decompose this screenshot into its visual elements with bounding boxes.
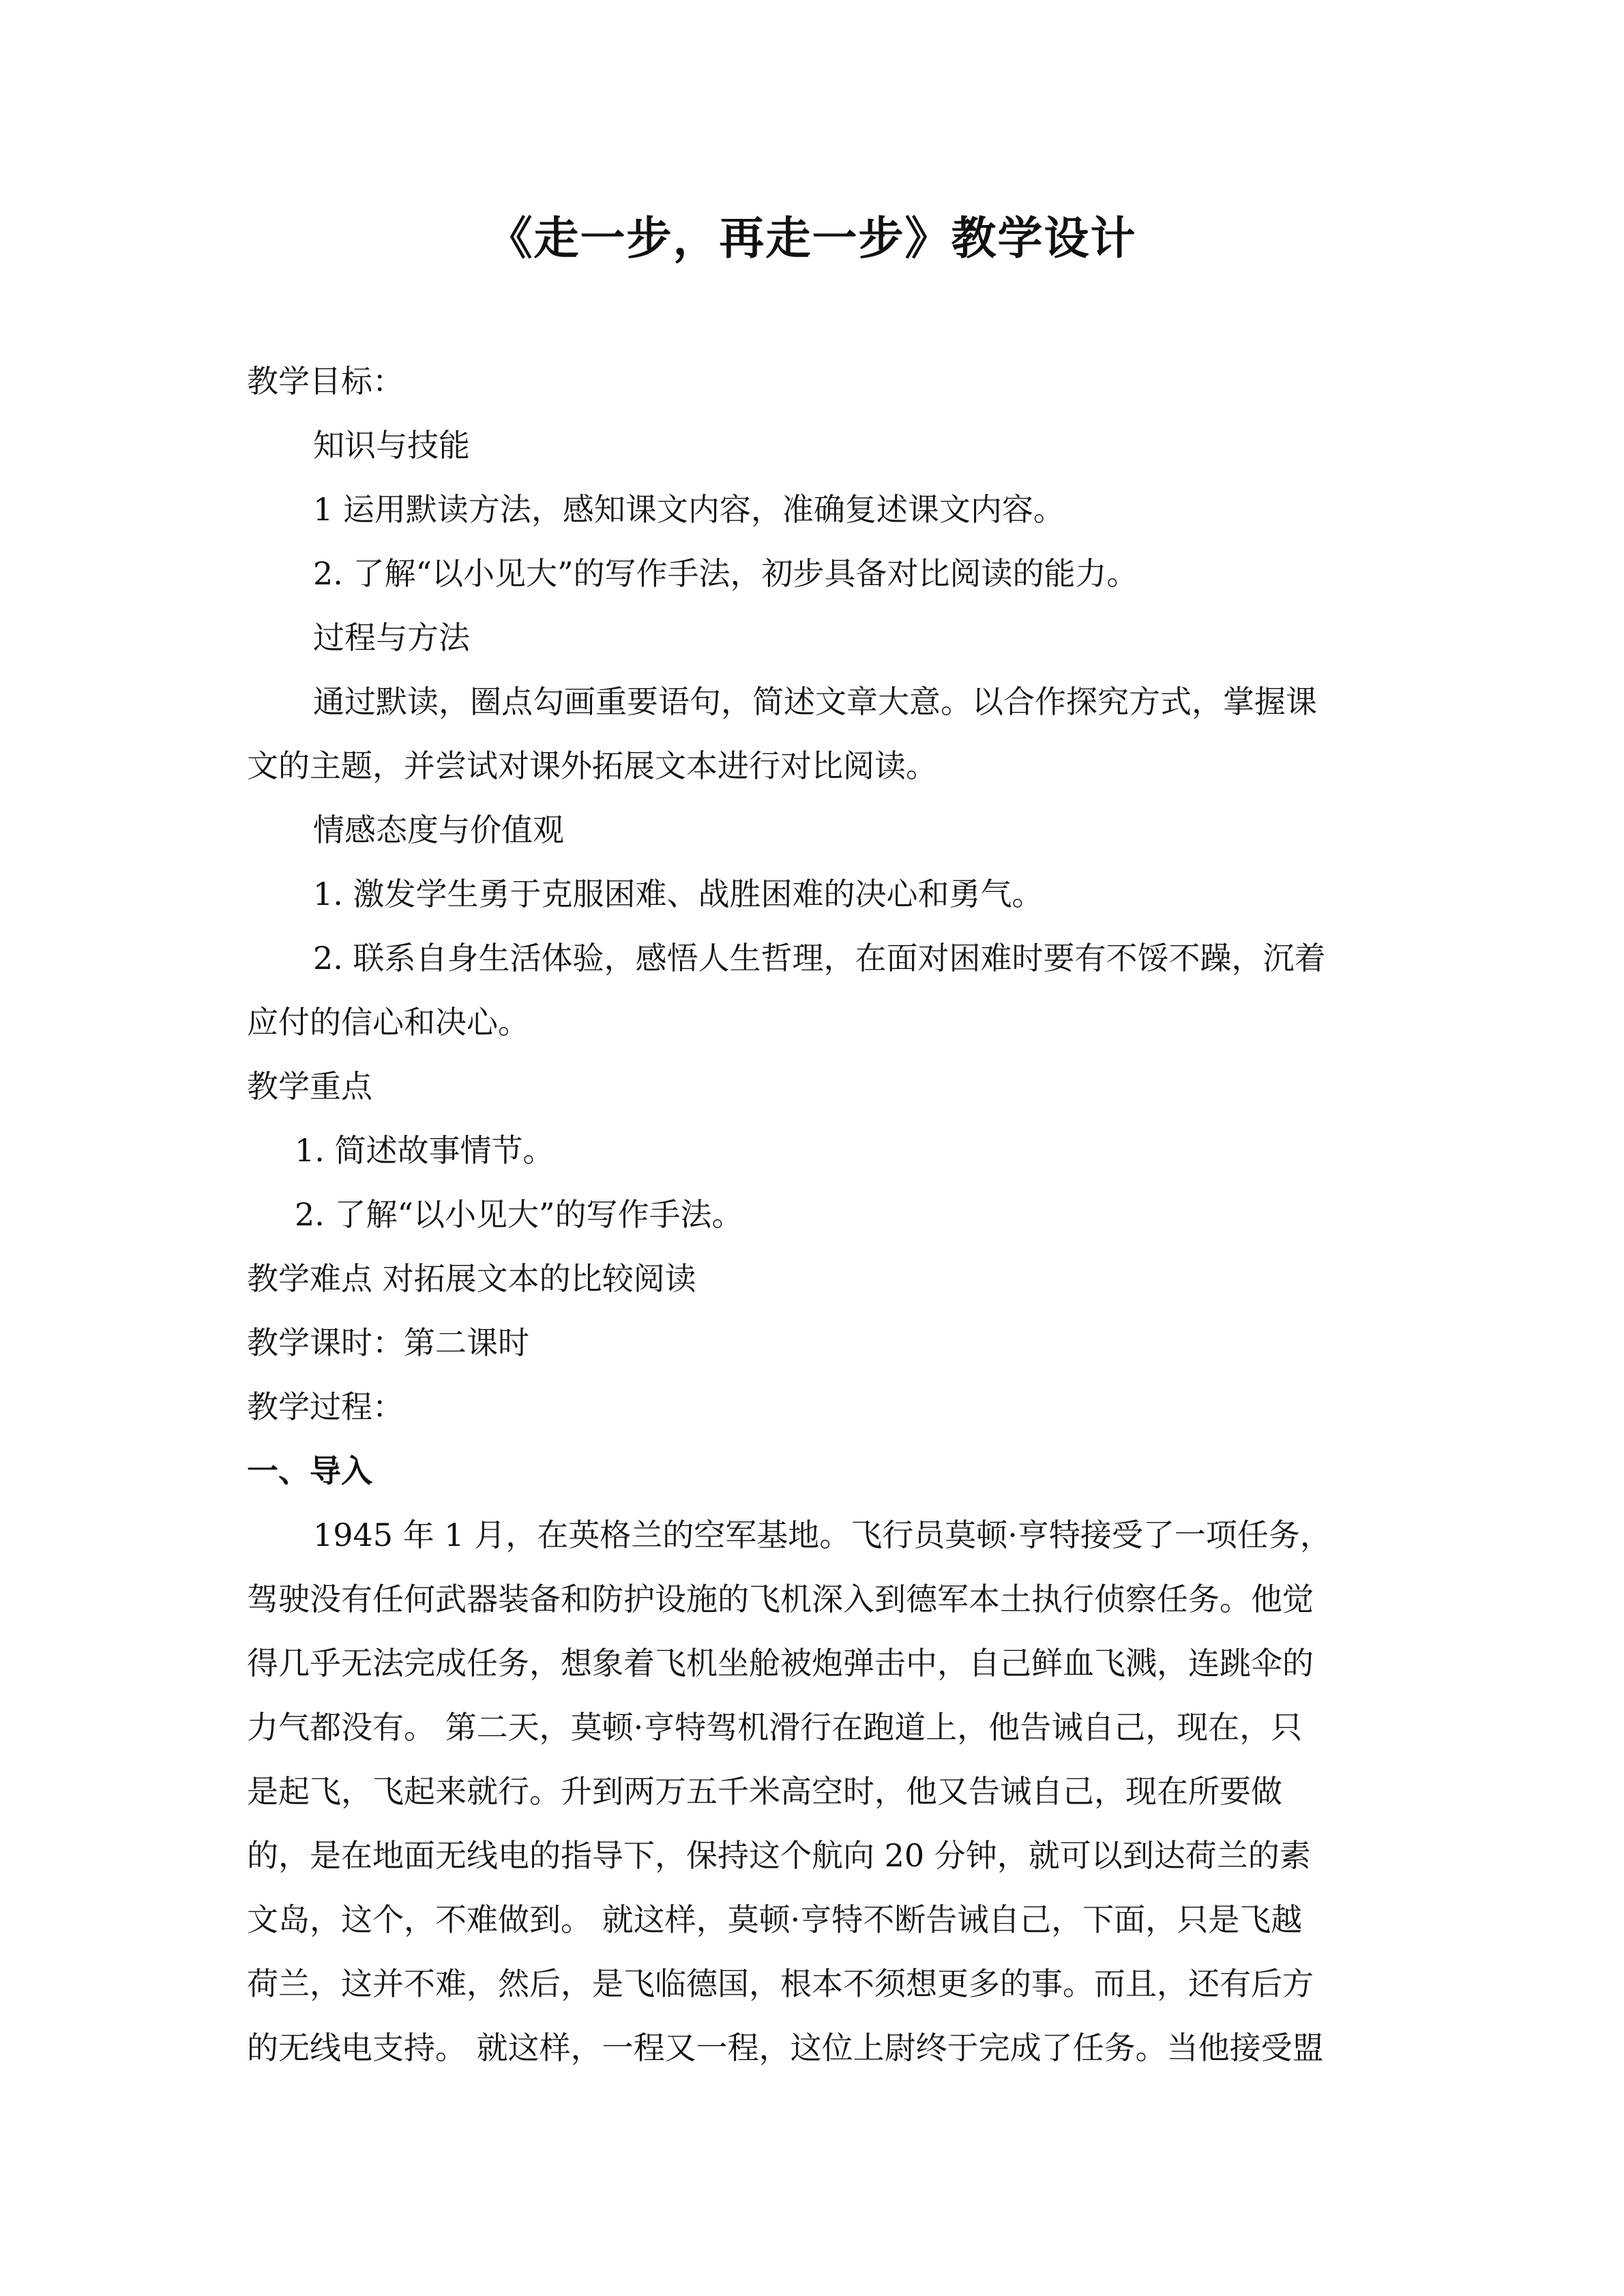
story-line-9: 的无线电支持。 就这样，一程又一程，这位上尉终于完成了任务。当他接受盟 — [247, 2029, 1324, 2066]
story-line-3: 得几乎无法完成任务，想象着飞机坐舱被炮弹击中，自己鲜血飞溅，连跳伞的 — [247, 1645, 1314, 1682]
emotion-item-1: 1. 激发学生勇于克服困难、战胜困难的决心和勇气。 — [313, 876, 1044, 912]
story-line-4: 力气都没有。 第二天，莫顿·亨特驾机滑行在跑道上，他告诫自己，现在，只 — [247, 1709, 1303, 1746]
emotion-item-2-line-2: 应付的信心和决心。 — [247, 1004, 529, 1041]
key-point-item-1: 1. 简述故事情节。 — [295, 1132, 555, 1169]
heading-difficult-points: 教学难点 对拓展文本的比较阅读 — [247, 1260, 696, 1297]
subheading-process-method: 过程与方法 — [313, 619, 470, 656]
heading-lesson-period: 教学课时：第二课时 — [247, 1324, 529, 1361]
heading-key-points: 教学重点 — [247, 1068, 372, 1105]
emotion-item-2-line-1: 2. 联系自身生活体验，感悟人生哲理，在面对困难时要有不馁不躁，沉着 — [313, 940, 1326, 976]
story-line-8: 荷兰，这并不难，然后，是飞临德国，根本不须想更多的事。而且，还有后方 — [247, 1965, 1314, 2002]
subheading-emotion-values: 情感态度与价值观 — [313, 811, 564, 848]
process-method-line-2: 文的主题，并尝试对课外拓展文本进行对比阅读。 — [247, 747, 937, 784]
story-line-6: 的，是在地面无线电的指导下，保持这个航向 20 分钟，就可以到达荷兰的素 — [247, 1837, 1311, 1874]
story-line-7: 文岛，这个，不难做到。 就这样，莫顿·亨特不断告诫自己，下面，只是飞越 — [247, 1901, 1303, 1938]
key-point-item-2: 2. 了解“以小见大”的写作手法。 — [295, 1196, 743, 1233]
objective-item-2: 2. 了解“以小见大”的写作手法，初步具备对比阅读的能力。 — [313, 555, 1138, 592]
section-heading-introduction: 一、导入 — [247, 1452, 372, 1489]
process-method-line-1: 通过默读，圈点勾画重要语句，简述文章大意。以合作探究方式，掌握课 — [313, 683, 1317, 720]
subheading-knowledge-skills: 知识与技能 — [313, 427, 470, 464]
objective-item-1: 1 运用默读方法，感知课文内容，准确复述课文内容。 — [313, 491, 1065, 528]
heading-teaching-process: 教学过程： — [247, 1388, 404, 1425]
story-line-5: 是起飞，飞起来就行。升到两万五千米高空时，他又告诫自己，现在所要做 — [247, 1773, 1282, 1810]
story-line-2: 驾驶没有任何武器装备和防护设施的飞机深入到德军本土执行侦察任务。他觉 — [247, 1581, 1314, 1617]
document-body — [247, 349, 1379, 2080]
document-title: 《走一步，再走一步》教学设计 — [487, 212, 1137, 265]
story-line-1: 1945 年 1 月，在英格兰的空军基地。飞行员莫顿·亨特接受了一项任务， — [313, 1517, 1331, 1553]
heading-teaching-objectives: 教学目标： — [247, 363, 404, 400]
